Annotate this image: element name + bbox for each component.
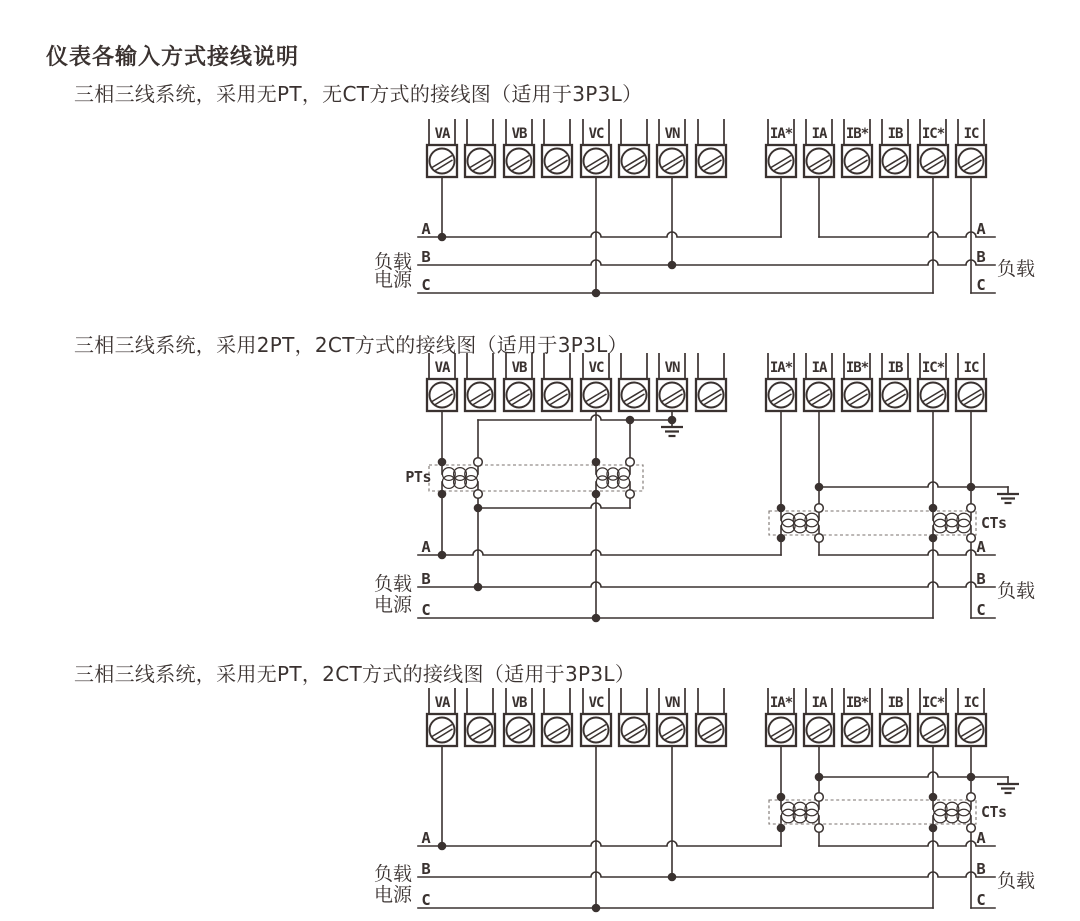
terminal-label: IC*: [921, 695, 945, 711]
terminal-IA*: [766, 688, 796, 746]
terminal-label: VC: [588, 695, 604, 711]
terminal-VA: [427, 688, 457, 746]
terminal-IB: [880, 353, 910, 411]
terminal-blank-2: [465, 688, 495, 746]
terminal-blank-4: [542, 119, 572, 177]
side-label: 电源: [373, 594, 412, 616]
terminal-VA: [427, 353, 457, 411]
junction-dot: [474, 583, 483, 592]
screw-slot: [665, 160, 683, 171]
winding-terminal-polarity: [592, 458, 601, 467]
terminal-label: VB: [511, 126, 527, 142]
terminal-IB*: [842, 119, 872, 177]
terminal-IA: [804, 353, 834, 411]
winding-terminal-open: [815, 534, 824, 543]
nodes: [438, 773, 976, 913]
terminal-VC: [581, 353, 611, 411]
section-1-subtitle: 三相三线系统，采用无PT，无CT方式的接线图（适用于3P3L）: [74, 82, 643, 106]
junction-dot: [815, 773, 824, 782]
terminal-blank-6: [619, 119, 649, 177]
nodes: [438, 416, 976, 623]
winding-terminal-open: [967, 793, 976, 802]
winding-terminal-open: [967, 504, 976, 513]
screw-slot: [850, 394, 868, 405]
terminal-blank-8: [696, 119, 726, 177]
terminal-IA*: [766, 353, 796, 411]
terminal-label: VB: [511, 695, 527, 711]
diagram-3p3l-2pt-2ct: [374, 353, 1035, 622]
side-label: 负载: [373, 863, 412, 885]
terminal-IB*: [842, 353, 872, 411]
screw-slot: [589, 729, 607, 740]
phase-label: C: [421, 891, 431, 909]
screw-slot: [550, 729, 568, 740]
phase-label: B: [421, 570, 431, 588]
terminal-label: IB: [887, 126, 903, 142]
terminal-IA*: [766, 119, 796, 177]
diagram-3p3l-no-pt-2ct: [374, 688, 1035, 912]
screw-slot: [665, 729, 683, 740]
phase-label: A: [421, 220, 431, 238]
screw-slot: [473, 394, 491, 405]
terminal-blank-6: [619, 353, 649, 411]
terminal-VN: [657, 353, 687, 411]
phase-label: A: [976, 538, 986, 556]
terminal-IC: [956, 119, 986, 177]
screw-slot: [850, 160, 868, 171]
winding-terminal-polarity: [777, 504, 786, 513]
screw-slot: [665, 394, 683, 405]
phase-label: A: [976, 220, 986, 238]
terminal-strip: [427, 353, 986, 411]
terminal-VN: [657, 119, 687, 177]
terminal-IA: [804, 119, 834, 177]
terminal-label: IC: [963, 360, 979, 376]
terminal-IC*: [918, 119, 948, 177]
terminal-label: IC: [963, 126, 979, 142]
section-3-subtitle: 三相三线系统，采用无PT，2CT方式的接线图（适用于3P3L）: [74, 662, 636, 686]
wire: [478, 415, 672, 420]
side-label: 负载: [373, 251, 412, 273]
wire: [819, 482, 1008, 487]
terminal-label: IA: [811, 126, 827, 142]
junction-dot: [592, 614, 601, 623]
phase-label: C: [976, 891, 986, 909]
screw-slot: [627, 394, 645, 405]
terminal-blank-8: [696, 688, 726, 746]
winding-terminal-polarity: [592, 490, 601, 499]
terminal-label: IC*: [921, 360, 945, 376]
junction-dot: [626, 416, 635, 425]
winding-terminal-open: [967, 534, 976, 543]
terminal-IB*: [842, 688, 872, 746]
screw-slot: [704, 729, 722, 740]
wire: [418, 841, 781, 846]
phase-label: C: [976, 276, 986, 294]
screw-slot: [850, 729, 868, 740]
screw-slot: [926, 160, 944, 171]
winding-terminal-polarity: [438, 490, 447, 499]
wire: [819, 772, 1008, 777]
terminal-VC: [581, 688, 611, 746]
terminal-label: VA: [434, 360, 450, 376]
winding-terminal-polarity: [929, 793, 938, 802]
terminal-IC: [956, 353, 986, 411]
screw-slot: [774, 729, 792, 740]
screw-slot: [473, 160, 491, 171]
transformer-group-label: CTs: [981, 514, 1007, 532]
wire: [418, 550, 781, 555]
screw-slot: [888, 394, 906, 405]
terminal-IB: [880, 119, 910, 177]
winding-terminal-open: [815, 504, 824, 513]
wires: [418, 177, 995, 293]
terminal-label: IB: [887, 360, 903, 376]
screw-slot: [589, 160, 607, 171]
screw-slot: [888, 729, 906, 740]
ground-icon: [997, 487, 1019, 503]
terminal-IA: [804, 688, 834, 746]
screw-slot: [704, 394, 722, 405]
terminal-IC*: [918, 688, 948, 746]
screw-slot: [812, 394, 830, 405]
junction-dot: [592, 289, 601, 298]
symbols: [429, 420, 1019, 535]
phase-label: A: [421, 829, 431, 847]
wire: [418, 232, 781, 237]
terminal-label: VA: [434, 126, 450, 142]
terminal-label: IA*: [769, 360, 793, 376]
screw-slot: [888, 160, 906, 171]
screw-slot: [512, 160, 530, 171]
phase-label: B: [976, 248, 986, 266]
screw-slot: [550, 160, 568, 171]
screw-slot: [774, 394, 792, 405]
winding-terminal-polarity: [777, 793, 786, 802]
terminal-label: VC: [588, 360, 604, 376]
phase-label: B: [976, 860, 986, 878]
screw-slot: [926, 394, 944, 405]
winding-terminal-open: [474, 458, 483, 467]
wire: [478, 503, 630, 508]
terminal-blank-4: [542, 688, 572, 746]
winding-terminal-open: [815, 824, 824, 833]
terminal-VA: [427, 119, 457, 177]
junction-dot: [438, 842, 447, 851]
screw-slot: [774, 160, 792, 171]
winding-terminal-open: [474, 490, 483, 499]
labels: [374, 803, 1035, 909]
terminal-label: IA*: [769, 695, 793, 711]
terminal-IC*: [918, 353, 948, 411]
screw-slot: [964, 729, 982, 740]
screw-slot: [512, 394, 530, 405]
junction-dot: [592, 904, 601, 913]
wires: [418, 411, 1008, 618]
side-label: 电源: [373, 884, 412, 906]
phase-label: C: [421, 276, 431, 294]
terminal-strip: [427, 688, 986, 746]
transformer-group-label: CTs: [981, 803, 1007, 821]
winding-terminal-open: [626, 458, 635, 467]
winding-terminal-polarity: [929, 824, 938, 833]
terminal-label: IC: [963, 695, 979, 711]
winding-terminal-polarity: [777, 534, 786, 543]
phase-label: C: [976, 601, 986, 619]
screw-slot: [627, 160, 645, 171]
junction-dot: [438, 551, 447, 560]
wire: [418, 260, 995, 265]
terminal-label: VB: [511, 360, 527, 376]
terminal-blank-2: [465, 353, 495, 411]
screw-slot: [812, 160, 830, 171]
terminal-label: VN: [664, 695, 680, 711]
junction-dot: [967, 773, 976, 782]
junction-dot: [438, 233, 447, 242]
wire: [819, 232, 995, 237]
terminal-VN: [657, 688, 687, 746]
winding-terminal-polarity: [929, 504, 938, 513]
terminal-VB: [504, 688, 534, 746]
terminal-label: VN: [664, 126, 680, 142]
junction-dot: [668, 416, 677, 425]
screw-slot: [550, 394, 568, 405]
terminal-blank-6: [619, 688, 649, 746]
screw-slot: [435, 160, 453, 171]
terminal-label: IB*: [845, 695, 869, 711]
winding-terminal-polarity: [777, 824, 786, 833]
screw-slot: [964, 394, 982, 405]
winding-terminal-polarity: [929, 534, 938, 543]
side-label: 电源: [373, 269, 412, 291]
page-title: 仪表各输入方式接线说明: [46, 45, 300, 70]
screw-slot: [512, 729, 530, 740]
phase-label: C: [421, 601, 431, 619]
junction-dot: [474, 504, 483, 513]
winding-terminal-open: [967, 824, 976, 833]
screw-slot: [812, 729, 830, 740]
terminal-VB: [504, 119, 534, 177]
screw-slot: [589, 394, 607, 405]
phase-label: A: [976, 829, 986, 847]
terminal-blank-8: [696, 353, 726, 411]
diagram-3p3l-no-pt-no-ct: [374, 119, 1035, 297]
terminal-blank-2: [465, 119, 495, 177]
terminal-blank-4: [542, 353, 572, 411]
transformer-group-label: PTs: [405, 468, 431, 486]
screw-slot: [435, 394, 453, 405]
terminal-label: IA: [811, 695, 827, 711]
terminal-label: IB*: [845, 360, 869, 376]
screw-slot: [926, 729, 944, 740]
junction-dot: [668, 873, 677, 882]
terminal-label: IC*: [921, 126, 945, 142]
terminal-label: IB*: [845, 126, 869, 142]
side-label: 负载: [997, 870, 1036, 892]
screw-slot: [627, 729, 645, 740]
wire: [418, 872, 995, 877]
side-label: 负载: [373, 573, 412, 595]
screw-slot: [704, 160, 722, 171]
phase-label: A: [421, 538, 431, 556]
phase-label: B: [976, 570, 986, 588]
terminal-label: IA: [811, 360, 827, 376]
screw-slot: [435, 729, 453, 740]
terminal-label: VC: [588, 126, 604, 142]
terminal-VC: [581, 119, 611, 177]
terminal-strip: [427, 119, 986, 177]
terminal-IB: [880, 688, 910, 746]
phase-label: B: [421, 248, 431, 266]
terminal-VB: [504, 353, 534, 411]
junction-dot: [815, 483, 824, 492]
terminal-label: IB: [887, 695, 903, 711]
side-label: 负载: [997, 580, 1036, 602]
winding-terminal-polarity: [438, 458, 447, 467]
side-label: 负载: [997, 258, 1036, 280]
junction-dot: [668, 261, 677, 270]
wire: [819, 841, 995, 846]
junction-dot: [967, 483, 976, 492]
wire: [819, 550, 995, 555]
terminal-IC: [956, 688, 986, 746]
wire: [418, 582, 995, 587]
winding-terminal-open: [626, 490, 635, 499]
terminal-label: VN: [664, 360, 680, 376]
section-2-subtitle: 三相三线系统，采用2PT，2CT方式的接线图（适用于3P3L）: [74, 333, 628, 357]
phase-label: B: [421, 860, 431, 878]
screw-slot: [964, 160, 982, 171]
labels: [374, 220, 1035, 294]
terminal-label: IA*: [769, 126, 793, 142]
wires: [418, 746, 1008, 908]
terminal-label: VA: [434, 695, 450, 711]
ground-icon: [997, 777, 1019, 793]
winding-terminal-open: [815, 793, 824, 802]
screw-slot: [473, 729, 491, 740]
